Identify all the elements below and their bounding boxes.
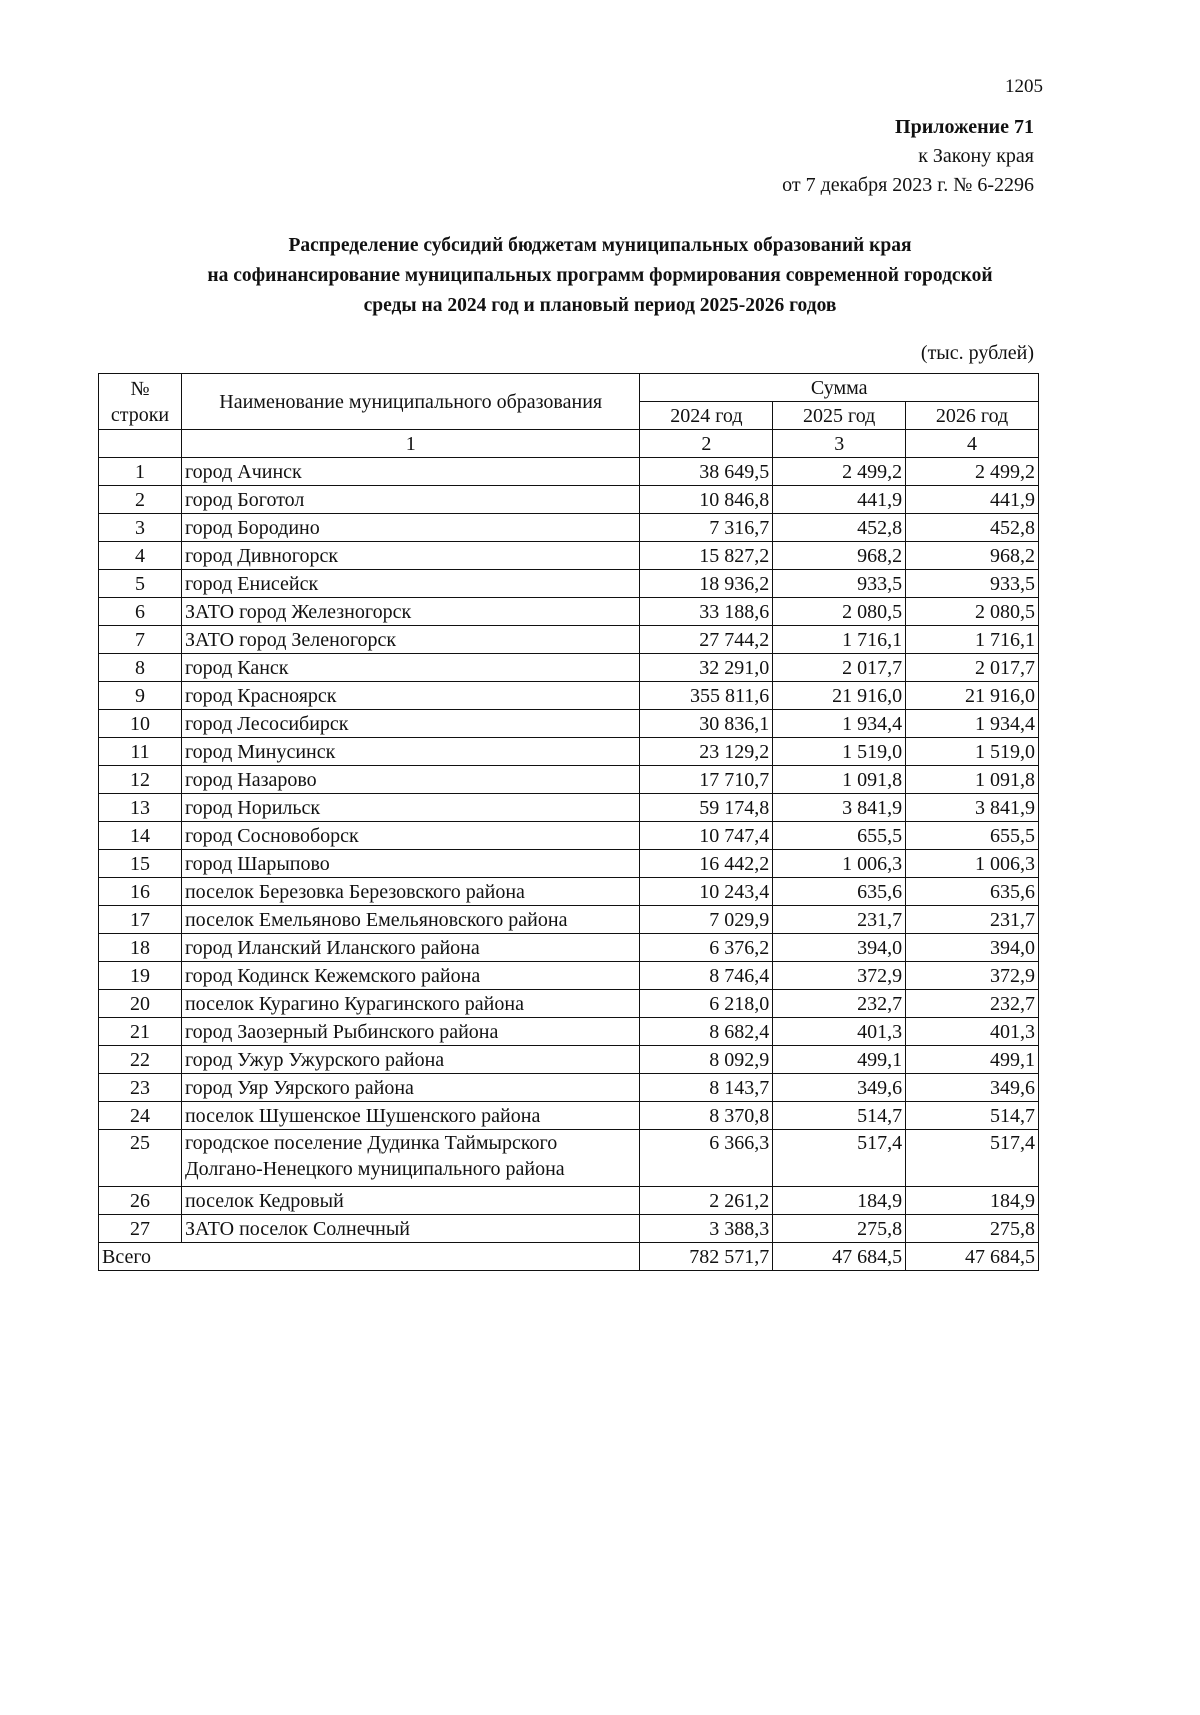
- value-2024: 6 366,3: [640, 1130, 773, 1187]
- value-2024: 32 291,0: [640, 654, 773, 682]
- municipality-name: поселок Емельяново Емельяновского района: [181, 906, 639, 934]
- row-number: 19: [99, 962, 182, 990]
- municipality-name: ЗАТО город Железногорск: [181, 598, 639, 626]
- municipality-name: город Иланский Иланского района: [181, 934, 639, 962]
- value-2025: 1 006,3: [773, 850, 906, 878]
- value-2026: 517,4: [906, 1130, 1039, 1187]
- page-number: 1205: [1005, 76, 1043, 97]
- row-number: 1: [99, 458, 182, 486]
- row-number: 6: [99, 598, 182, 626]
- value-2026: 1 091,8: [906, 766, 1039, 794]
- table-row: [99, 1018, 1039, 1046]
- appendix-law: к Закону края: [918, 145, 1034, 167]
- value-2024: 10 747,4: [640, 822, 773, 850]
- table-row: [99, 710, 1039, 738]
- table-row: [99, 458, 1039, 486]
- value-2025: 372,9: [773, 962, 906, 990]
- total-label: Всего: [99, 1243, 640, 1271]
- header-row-number: № строки: [99, 374, 182, 430]
- value-2026: 231,7: [906, 906, 1039, 934]
- value-2026: 514,7: [906, 1102, 1039, 1130]
- value-2024: 59 174,8: [640, 794, 773, 822]
- value-2026: 372,9: [906, 962, 1039, 990]
- header-2024: 2024 год: [640, 402, 773, 430]
- value-2025: 184,9: [773, 1187, 906, 1215]
- table-row: [99, 1130, 1039, 1187]
- value-2025: 3 841,9: [773, 794, 906, 822]
- value-2026: 452,8: [906, 514, 1039, 542]
- value-2025: 2 080,5: [773, 598, 906, 626]
- table-row: [99, 542, 1039, 570]
- units-label: (тыс. рублей): [920, 342, 1034, 364]
- row-number: 23: [99, 1074, 182, 1102]
- value-2026: 401,3: [906, 1018, 1039, 1046]
- value-2024: 27 744,2: [640, 626, 773, 654]
- row-number: 5: [99, 570, 182, 598]
- row-number: 17: [99, 906, 182, 934]
- total-2024: 782 571,7: [640, 1243, 773, 1271]
- municipality-name: поселок Шушенское Шушенского района: [181, 1102, 639, 1130]
- subsidy-table: [98, 373, 1039, 1271]
- value-2024: 3 388,3: [640, 1215, 773, 1243]
- municipality-name: город Заозерный Рыбинского района: [181, 1018, 639, 1046]
- value-2024: 6 376,2: [640, 934, 773, 962]
- municipality-name: город Минусинск: [181, 738, 639, 766]
- table-row: [99, 682, 1039, 710]
- value-2024: 2 261,2: [640, 1187, 773, 1215]
- table-row: [99, 654, 1039, 682]
- municipality-name: город Бородино: [181, 514, 639, 542]
- appendix-header: [782, 113, 1034, 200]
- value-2025: 231,7: [773, 906, 906, 934]
- value-2026: 349,6: [906, 1074, 1039, 1102]
- value-2025: 2 499,2: [773, 458, 906, 486]
- row-number: 4: [99, 542, 182, 570]
- value-2024: 7 029,9: [640, 906, 773, 934]
- value-2026: 2 499,2: [906, 458, 1039, 486]
- row-number: 15: [99, 850, 182, 878]
- row-number: 11: [99, 738, 182, 766]
- header-name: Наименование муниципального образования: [181, 374, 639, 430]
- municipality-name: город Кодинск Кежемского района: [181, 962, 639, 990]
- value-2025: 21 916,0: [773, 682, 906, 710]
- value-2024: 7 316,7: [640, 514, 773, 542]
- row-number: 8: [99, 654, 182, 682]
- value-2026: 635,6: [906, 878, 1039, 906]
- title-line: на софинансирование муниципальных программ формирования современной городской: [207, 265, 993, 286]
- table-row: [99, 990, 1039, 1018]
- row-number: 20: [99, 990, 182, 1018]
- appendix-title: Приложение 71: [895, 116, 1034, 138]
- total-2026: 47 684,5: [906, 1243, 1039, 1271]
- municipality-name: город Дивногорск: [181, 542, 639, 570]
- table-row: [99, 794, 1039, 822]
- value-2026: 1 934,4: [906, 710, 1039, 738]
- value-2025: 968,2: [773, 542, 906, 570]
- table-row: [99, 1215, 1039, 1243]
- value-2024: 8 143,7: [640, 1074, 773, 1102]
- col-number-4: 4: [906, 430, 1039, 458]
- row-number: 7: [99, 626, 182, 654]
- value-2026: 1 716,1: [906, 626, 1039, 654]
- value-2025: 1 519,0: [773, 738, 906, 766]
- value-2024: 16 442,2: [640, 850, 773, 878]
- total-row: [99, 1243, 1039, 1271]
- value-2024: 33 188,6: [640, 598, 773, 626]
- header-2026: 2026 год: [906, 402, 1039, 430]
- value-2026: 3 841,9: [906, 794, 1039, 822]
- col-number-blank: [99, 430, 182, 458]
- value-2026: 184,9: [906, 1187, 1039, 1215]
- municipality-name: город Боготол: [181, 486, 639, 514]
- value-2025: 933,5: [773, 570, 906, 598]
- value-2026: 441,9: [906, 486, 1039, 514]
- value-2025: 499,1: [773, 1046, 906, 1074]
- table-row: [99, 598, 1039, 626]
- table-row: [99, 878, 1039, 906]
- col-number-1: 1: [181, 430, 639, 458]
- table-row: [99, 766, 1039, 794]
- row-number: 27: [99, 1215, 182, 1243]
- col-number-3: 3: [773, 430, 906, 458]
- municipality-name: город Ачинск: [181, 458, 639, 486]
- value-2025: 635,6: [773, 878, 906, 906]
- municipality-name: город Енисейск: [181, 570, 639, 598]
- value-2026: 2 017,7: [906, 654, 1039, 682]
- row-number: 16: [99, 878, 182, 906]
- value-2024: 30 836,1: [640, 710, 773, 738]
- row-number: 25: [99, 1130, 182, 1187]
- table-row: [99, 1102, 1039, 1130]
- row-number: 24: [99, 1102, 182, 1130]
- value-2024: 8 370,8: [640, 1102, 773, 1130]
- document-title: [100, 231, 1100, 321]
- value-2025: 1 091,8: [773, 766, 906, 794]
- value-2025: 394,0: [773, 934, 906, 962]
- table-row: [99, 738, 1039, 766]
- header-sum: Сумма: [640, 374, 1039, 402]
- value-2024: 10 243,4: [640, 878, 773, 906]
- value-2026: 1 519,0: [906, 738, 1039, 766]
- total-2025: 47 684,5: [773, 1243, 906, 1271]
- value-2024: 8 682,4: [640, 1018, 773, 1046]
- value-2024: 18 936,2: [640, 570, 773, 598]
- value-2026: 394,0: [906, 934, 1039, 962]
- table-row: [99, 850, 1039, 878]
- value-2026: 1 006,3: [906, 850, 1039, 878]
- value-2025: 517,4: [773, 1130, 906, 1187]
- table-row: [99, 626, 1039, 654]
- value-2024: 23 129,2: [640, 738, 773, 766]
- value-2025: 441,9: [773, 486, 906, 514]
- table-row: [99, 1046, 1039, 1074]
- value-2025: 275,8: [773, 1215, 906, 1243]
- table-row: [99, 486, 1039, 514]
- title-line: среды на 2024 год и плановый период 2025-2026 годов: [363, 295, 837, 316]
- row-number: 3: [99, 514, 182, 542]
- row-number: 18: [99, 934, 182, 962]
- municipality-name: город Ужур Ужурского района: [181, 1046, 639, 1074]
- value-2024: 17 710,7: [640, 766, 773, 794]
- municipality-name: ЗАТО город Зеленогорск: [181, 626, 639, 654]
- value-2026: 232,7: [906, 990, 1039, 1018]
- row-number: 14: [99, 822, 182, 850]
- table-row: [99, 1074, 1039, 1102]
- value-2024: 8 092,9: [640, 1046, 773, 1074]
- row-number: 9: [99, 682, 182, 710]
- table-row: [99, 570, 1039, 598]
- municipality-name: город Назарово: [181, 766, 639, 794]
- value-2025: 232,7: [773, 990, 906, 1018]
- municipality-name: город Лесосибирск: [181, 710, 639, 738]
- municipality-name: городское поселение Дудинка Таймырского Долгано-Ненецкого муниципального района: [181, 1130, 639, 1187]
- municipality-name: поселок Березовка Березовского района: [181, 878, 639, 906]
- municipality-name: поселок Кедровый: [181, 1187, 639, 1215]
- value-2025: 514,7: [773, 1102, 906, 1130]
- municipality-name: город Сосновоборск: [181, 822, 639, 850]
- row-number: 22: [99, 1046, 182, 1074]
- table-row: [99, 934, 1039, 962]
- table-row: [99, 514, 1039, 542]
- value-2025: 655,5: [773, 822, 906, 850]
- row-number: 2: [99, 486, 182, 514]
- row-number: 13: [99, 794, 182, 822]
- municipality-name: ЗАТО поселок Солнечный: [181, 1215, 639, 1243]
- municipality-name: город Шарыпово: [181, 850, 639, 878]
- municipality-name: город Норильск: [181, 794, 639, 822]
- appendix-date: от 7 декабря 2023 г. № 6-2296: [782, 174, 1034, 196]
- title-line: Распределение субсидий бюджетам муниципальных образований края: [288, 235, 912, 256]
- value-2026: 933,5: [906, 570, 1039, 598]
- municipality-name: город Канск: [181, 654, 639, 682]
- row-number: 21: [99, 1018, 182, 1046]
- value-2025: 452,8: [773, 514, 906, 542]
- value-2025: 1 716,1: [773, 626, 906, 654]
- table-row: [99, 906, 1039, 934]
- value-2024: 6 218,0: [640, 990, 773, 1018]
- value-2024: 38 649,5: [640, 458, 773, 486]
- value-2026: 2 080,5: [906, 598, 1039, 626]
- municipality-name: город Красноярск: [181, 682, 639, 710]
- row-number: 26: [99, 1187, 182, 1215]
- value-2026: 655,5: [906, 822, 1039, 850]
- value-2024: 15 827,2: [640, 542, 773, 570]
- value-2025: 349,6: [773, 1074, 906, 1102]
- value-2026: 499,1: [906, 1046, 1039, 1074]
- value-2024: 355 811,6: [640, 682, 773, 710]
- municipality-name: город Уяр Уярского района: [181, 1074, 639, 1102]
- value-2025: 1 934,4: [773, 710, 906, 738]
- value-2024: 8 746,4: [640, 962, 773, 990]
- municipality-name: поселок Курагино Курагинского района: [181, 990, 639, 1018]
- header-2025: 2025 год: [773, 402, 906, 430]
- row-number: 12: [99, 766, 182, 794]
- table-row: [99, 822, 1039, 850]
- value-2025: 2 017,7: [773, 654, 906, 682]
- value-2026: 968,2: [906, 542, 1039, 570]
- table-row: [99, 962, 1039, 990]
- value-2026: 21 916,0: [906, 682, 1039, 710]
- value-2025: 401,3: [773, 1018, 906, 1046]
- value-2026: 275,8: [906, 1215, 1039, 1243]
- row-number: 10: [99, 710, 182, 738]
- col-number-2: 2: [640, 430, 773, 458]
- value-2024: 10 846,8: [640, 486, 773, 514]
- table-row: [99, 1187, 1039, 1215]
